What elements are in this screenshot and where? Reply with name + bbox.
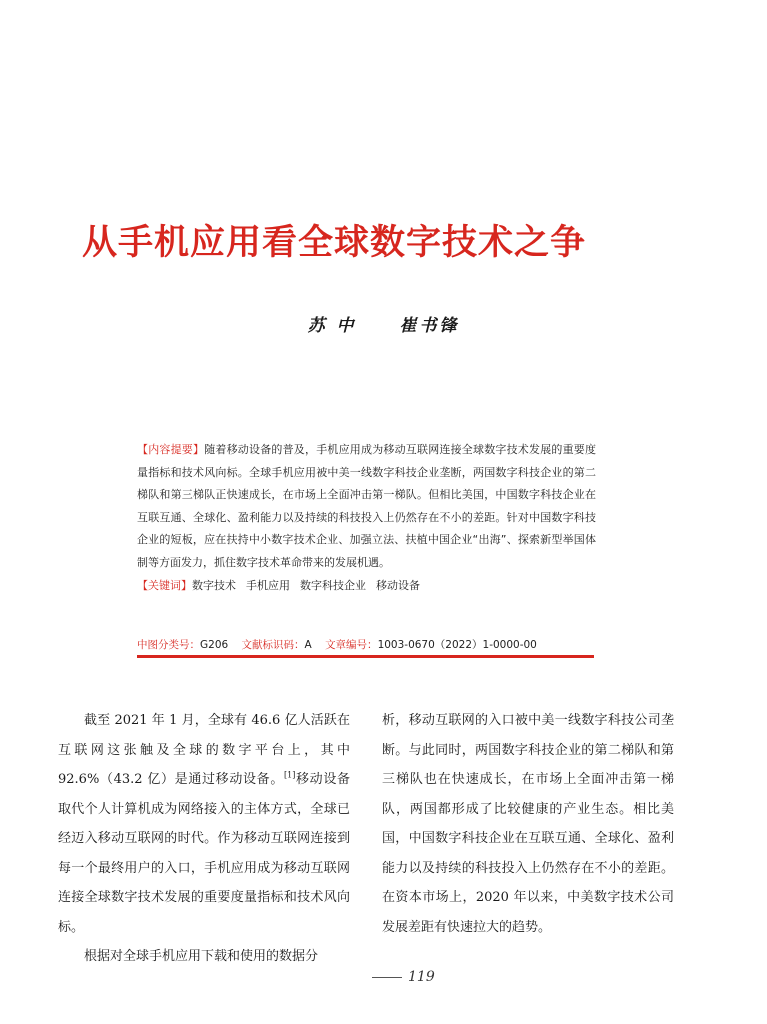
body-paragraph: 析，移动互联网的入口被中美一线数字科技公司垄断。与此同时，两国数字科技企业的第二梯队和第三梯队也在快速成长，在市场上全面冲击第一梯队，两国都形成了比较健康的产业生态。相比美国，中国数字科技企业在互联互通、全球化、盈利能力以及持续的科技投入上仍然存在不小的差距。在资本市场上，2020 年以来，中美数字技术公司发展差距有快速拉大的趋势。 bbox=[382, 713, 674, 935]
author-name: 崔书锋 bbox=[399, 316, 460, 336]
body-text: 截至 2021 年 1 月，全球有 46.6 亿人活跃在互联网这张触及全球的数字平台上，其中 92.6%（43.2 亿）是通过移动设备。 bbox=[58, 713, 350, 787]
keyword: 数字科技企业 bbox=[300, 578, 366, 592]
page-number: 119 bbox=[408, 969, 435, 985]
abstract-block bbox=[137, 439, 596, 597]
article-title: 从手机应用看全球数字技术之争 bbox=[82, 223, 587, 263]
doc-code-label: 文献标识码： bbox=[241, 639, 305, 651]
clc-label: 中图分类号： bbox=[137, 639, 200, 651]
keywords-line bbox=[137, 575, 596, 598]
keyword: 数字技术 bbox=[192, 578, 236, 592]
keyword: 移动设备 bbox=[376, 578, 420, 592]
citation-ref: [1] bbox=[283, 770, 296, 780]
clc-value: G206 bbox=[200, 639, 229, 651]
author-name: 苏 中 bbox=[307, 316, 357, 336]
divider-rule bbox=[137, 655, 594, 658]
body-column-right bbox=[382, 706, 674, 942]
keywords-label: 【关键词】 bbox=[137, 578, 192, 592]
abstract-text: 随着移动设备的普及，手机应用成为移动互联网连接全球数字技术发展的重要度量指标和技术风向标。全球手机应用被中美一线数字科技企业垄断，两国数字科技企业的第二梯队和第三梯队正快速成长，在市场上全面冲击第一梯队。但相比美国，中国数字科技企业在互联互通、全球化、盈利能力以及持续的科技投入上仍然存在不小的差距。针对中国数字科技企业的短板，应在扶持中小数字技术企业、加强立法、扶植中国企业“出海”、探索新型举国体制等方面发力，抓住数字技术革命带来的发展机遇。 bbox=[137, 443, 597, 569]
article-number-value: 1003-0670（2022）1-0000-00 bbox=[377, 639, 537, 651]
keyword: 手机应用 bbox=[246, 578, 290, 592]
classification-line bbox=[137, 636, 596, 654]
page-footer bbox=[372, 966, 435, 988]
abstract-paragraph bbox=[137, 439, 596, 575]
body-column-left bbox=[58, 706, 350, 972]
article-number-label: 文章编号： bbox=[325, 639, 378, 651]
author-line bbox=[0, 311, 767, 336]
doc-code-value: A bbox=[304, 639, 312, 651]
body-text: 移动设备取代个人计算机成为网络接入的主体方式，全球已经迈入移动互联网的时代。作为移动互联网连接到每一个最终用户的入口，手机应用成为移动互联网连接全球数字技术发展的重要度量指标和技术风向标。 bbox=[58, 772, 350, 935]
body-paragraph bbox=[58, 706, 350, 942]
body-paragraph: 根据对全球手机应用下载和使用的数据分 bbox=[84, 949, 319, 964]
abstract-label: 【内容提要】 bbox=[137, 443, 205, 456]
footer-dash bbox=[372, 977, 402, 978]
